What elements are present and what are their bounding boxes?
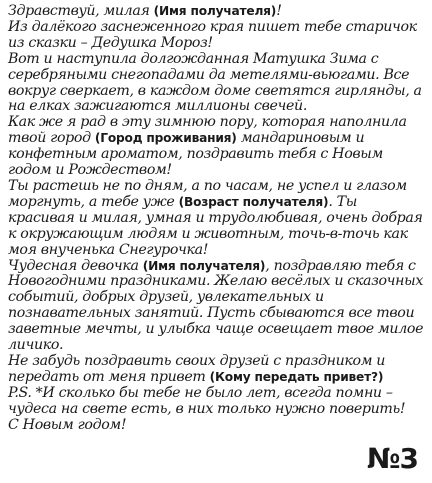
placeholder-recipient-name: (Имя получателя) — [142, 258, 266, 273]
placeholder-recipient-name: (Имя получателя) — [153, 4, 277, 18]
letter-paragraph: Вот и наступила долгожданная Матушка Зима с серебряными снегопадами да метелями-вьюгами. Все вокруг сверкает, в каждом доме светятся гирлянды, а на елках зажигаются миллионы свечей. — [8, 50, 422, 115]
placeholder-city: (Город проживания) — [94, 131, 237, 146]
letter-paragraph: Чудесная девочка (Имя получателя), поздравляю тебя с Новогодними праздниками. Желаю весёлых и сказочных событий, добрых друзей, увлекательных и познавательных занятий. Пусть сбываются все твои заветные мечты, и улыбка чаще освещает твое милое личико. — [8, 257, 424, 354]
letter-paragraph: Ты растешь не по дням, а по часам, не успел и глазом моргнуть, а тебе уже (Возраст получателя). Ты красивая и милая, умная и трудолюбивая, очень добрая к окружающим людям и животным, точь-в-точь как моя внученька Снегурочка! — [8, 177, 423, 258]
placeholder-age: (Возраст получателя) — [178, 194, 329, 209]
letter-paragraph: Как же я рад в эту зимнюю пору, которая наполнила твой город (Город проживания) мандариновым и конфетным ароматом, поздравить тебя с Новым годом и Рождеством! — [8, 114, 407, 179]
letter-body — [8, 4, 426, 433]
letter-paragraph: Из далёкого заснеженного края пишет тебе старичок из сказки – Дедушка Мороз! — [8, 18, 417, 51]
letter-paragraph: Не забудь поздравить своих друзей с праздником и передать от меня привет (Кому передать привет?) — [8, 352, 386, 385]
letter-postscript: P.S. *И сколько бы тебе не было лет, всегда помни – чудеса на свете есть, в них только нужно поверить! — [8, 384, 406, 417]
placeholder-greeting-target: (Кому передать привет?) — [209, 369, 384, 384]
letter-closing: С Новым годом! — [8, 416, 127, 433]
template-number: №3 — [366, 442, 418, 475]
letter-greeting: Здравствуй, милая (Имя получателя)! — [8, 3, 282, 19]
